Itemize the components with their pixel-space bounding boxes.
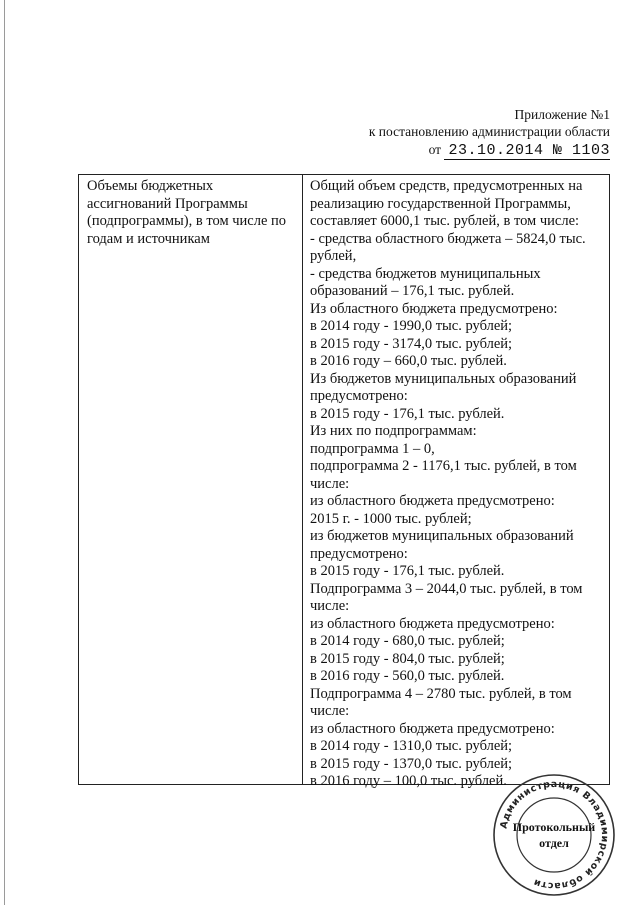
scan-edge-line <box>4 0 5 905</box>
budget-text-line: предусмотрено: <box>310 545 408 562</box>
date-prefix: от <box>428 142 442 157</box>
budget-text-line: числе: <box>310 703 350 719</box>
budget-text-line: в 2016 году - 560,0 тыс. рублей. <box>310 668 505 684</box>
stamp-outer-circle <box>494 775 614 895</box>
budget-text-line: в 2014 году - 1990,0 тыс. рублей; <box>310 318 513 334</box>
budget-text-line: - средства бюджетов муниципальных <box>310 265 541 282</box>
appendix-title: Приложение №1 <box>514 107 610 122</box>
budget-text-line: Общий объем средств, предусмотренных на <box>310 178 583 194</box>
budget-text-line: Из областного бюджета предусмотрено: <box>310 300 558 317</box>
budget-text-line: образований – 176,1 тыс. рублей. <box>310 283 515 299</box>
table-left-cell: Объемы бюджетных ассигнований Программы (подпрограммы), в том числе по годам и источникам <box>87 178 287 247</box>
stamp-center-line2: отдел <box>539 836 569 850</box>
budget-text-line: Подпрограмма 4 – 2780 тыс. рублей, в том <box>310 685 572 702</box>
budget-text-line: - средства областного бюджета – 5824,0 тыс. <box>310 230 586 247</box>
budget-text-line: из областного бюджета предусмотрено: <box>310 493 555 509</box>
budget-text-line: Из них по подпрограммам: <box>310 423 477 439</box>
appendix-date-line <box>369 141 610 160</box>
budget-text-line: Из бюджетов муниципальных образований <box>310 370 577 387</box>
stamp-ring-text: Администрация Владимирской области <box>498 778 611 892</box>
budget-text-line: подпрограмма 1 – 0, <box>310 440 435 457</box>
budget-text-line: в 2015 году - 3174,0 тыс. рублей; <box>310 335 513 352</box>
budget-text-line: в 2016 году – 100,0 тыс. рублей. <box>310 773 507 789</box>
appendix-subtitle: к постановлению администрации области <box>368 124 610 139</box>
date-number-field: 23.10.2014 № 1103 <box>444 143 610 160</box>
budget-text-line: в 2015 году - 176,1 тыс. рублей. <box>310 405 505 422</box>
stamp-inner-circle <box>517 798 591 872</box>
budget-text-line: числе: <box>310 598 350 614</box>
budget-text-line: в 2015 году - 804,0 тыс. рублей; <box>310 650 505 667</box>
budget-text-line: в 2014 году - 1310,0 тыс. рублей; <box>310 738 513 754</box>
budget-text-line: в 2016 году – 660,0 тыс. рублей. <box>310 353 507 369</box>
budget-text-line: составляет 6000,1 тыс. рублей, в том числе: <box>310 213 580 229</box>
official-stamp <box>484 770 624 900</box>
stamp-center-line1: Протокольный <box>512 820 596 834</box>
table-right-cell <box>310 178 606 791</box>
budget-text-line: в 2015 году - 176,1 тыс. рублей. <box>310 563 505 579</box>
budget-text-line: предусмотрено: <box>310 388 408 404</box>
budget-text-line: из областного бюджета предусмотрено: <box>310 720 555 737</box>
budget-text-line: рублей, <box>310 248 357 264</box>
budget-text-line: числе: <box>310 475 350 492</box>
budget-text-line: подпрограмма 2 - 1176,1 тыс. рублей, в том <box>310 458 577 474</box>
budget-table <box>78 174 610 789</box>
appendix-header <box>369 106 610 160</box>
budget-text-line: в 2015 году - 1370,0 тыс. рублей; <box>310 755 513 772</box>
budget-text-line: из областного бюджета предусмотрено: <box>310 615 555 632</box>
column-divider <box>302 175 303 784</box>
budget-text-line: из бюджетов муниципальных образований <box>310 528 574 544</box>
budget-text-line: в 2014 году - 680,0 тыс. рублей; <box>310 633 505 649</box>
budget-text-line: 2015 г. - 1000 тыс. рублей; <box>310 510 472 527</box>
budget-text-line: реализацию государственной Программы, <box>310 195 571 212</box>
budget-text-line: Подпрограмма 3 – 2044,0 тыс. рублей, в том <box>310 580 583 597</box>
